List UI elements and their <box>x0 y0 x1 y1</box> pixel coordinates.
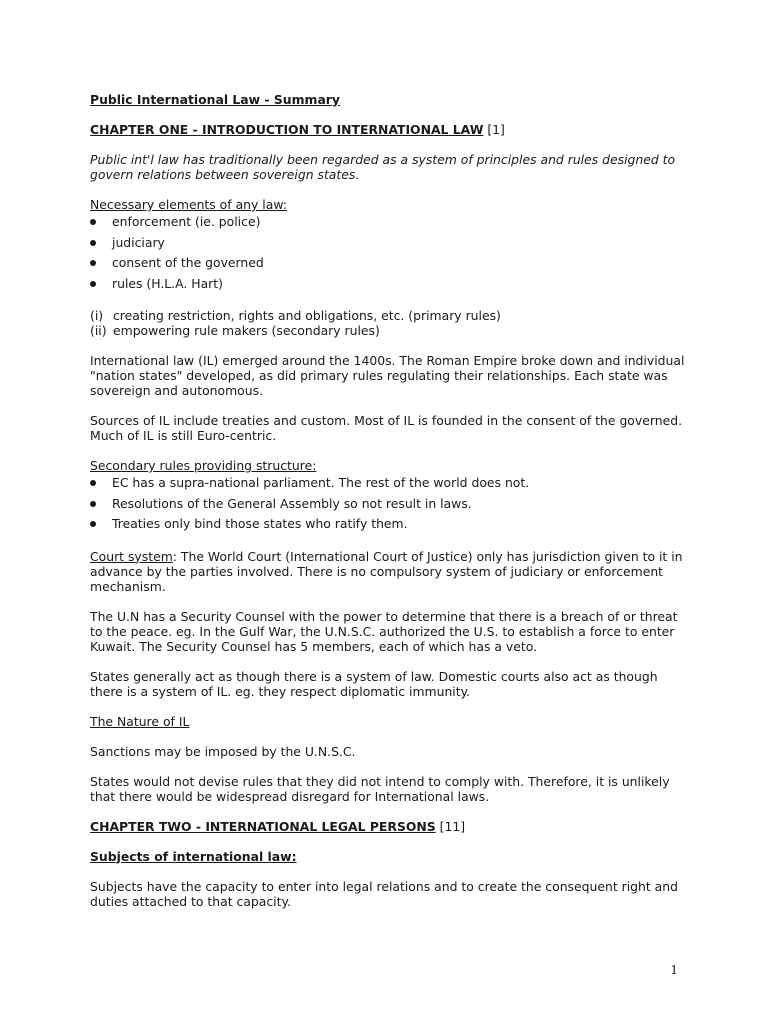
chapter-one-ref: [1] <box>487 122 505 137</box>
list-item <box>90 233 690 254</box>
list-item-text: rules (H.L.A. Hart) <box>112 275 223 291</box>
list-item <box>90 212 690 233</box>
bullet-icon <box>90 260 96 266</box>
document-title <box>90 92 690 107</box>
necessary-elements-list <box>90 212 690 294</box>
bullet-icon <box>90 281 96 287</box>
list-item-text: judiciary <box>112 234 165 250</box>
bullet-icon <box>90 219 96 225</box>
list-item <box>90 274 690 295</box>
list-item <box>90 494 690 515</box>
document-title-text: Public International Law - Summary <box>90 92 340 107</box>
chapter-two-ref: [11] <box>439 818 466 834</box>
paragraph-il-emerged: International law (IL) emerged around the 1400s. The Roman Empire broke down and individual "nation states" developed, as did primary rules regulating their relationships. Each state was sovereign and autonomous. <box>90 353 685 398</box>
intro-paragraph: Public int'l law has traditionally been regarded as a system of principles and rules designed to govern relations between sovereign states. <box>90 152 676 182</box>
list-item-text: Treaties only bind those states who ratify them. <box>112 516 408 531</box>
bullet-icon <box>90 480 96 486</box>
chapter-two-heading <box>90 819 690 834</box>
chapter-two-title: CHAPTER TWO - INTERNATIONAL LEGAL PERSONS <box>90 818 436 834</box>
nature-heading-text: The Nature of IL <box>90 713 190 729</box>
list-item-text: EC has a supra-national parliament. The rest of the world does not. <box>112 475 530 490</box>
paragraph-comply: States would not devise rules that they did not intend to comply with. Therefore, it is unlikely that there would be widespread disregard for International laws. <box>90 773 670 804</box>
document-page <box>90 92 690 909</box>
secondary-rules-heading <box>90 458 690 473</box>
secondary-rules-list <box>90 473 690 535</box>
rule-item <box>90 323 690 338</box>
list-item-text: Resolutions of the General Assembly so not result in laws. <box>112 495 472 511</box>
rule-number: (i) <box>90 308 104 323</box>
rules-list <box>90 308 690 338</box>
subjects-heading-text: Subjects of international law: <box>90 848 297 864</box>
page-number: 1 <box>670 963 678 977</box>
paragraph-un: The U.N has a Security Counsel with the power to determine that there is a breach of or threat to the peace. eg. In the Gulf War, the U.N.S.C. authorized the U.S. to establish a force to enter Kuwait. The Security Counsel has 5 members, each of which has a veto. <box>90 608 678 654</box>
paragraph-sanctions: Sanctions may be imposed by the U.N.S.C. <box>90 743 356 759</box>
rule-item <box>90 308 690 323</box>
list-item-text: consent of the governed <box>112 255 264 270</box>
bullet-icon <box>90 521 96 527</box>
subjects-heading <box>90 849 690 864</box>
court-system-label: Court system <box>90 548 173 564</box>
rule-text: empowering rule makers (secondary rules) <box>113 323 380 338</box>
rule-number: (ii) <box>90 323 107 338</box>
necessary-elements-heading-text: Necessary elements of any law: <box>90 197 287 212</box>
court-system-paragraph <box>90 549 690 594</box>
list-item <box>90 253 690 274</box>
list-item <box>90 473 690 494</box>
secondary-rules-heading-text: Secondary rules providing structure: <box>90 458 317 473</box>
chapter-one-heading <box>90 122 690 137</box>
nature-heading <box>90 714 690 729</box>
paragraph-subjects: Subjects have the capacity to enter into legal relations and to create the consequent right and duties attached to that capacity. <box>90 878 678 909</box>
chapter-one-title: CHAPTER ONE - INTRODUCTION TO INTERNATIONAL LAW <box>90 122 484 137</box>
bullet-icon <box>90 501 96 507</box>
bullet-icon <box>90 240 96 246</box>
paragraph-states: States generally act as though there is a system of law. Domestic courts also act as though there is a system of IL. eg. they respect diplomatic immunity. <box>90 668 658 699</box>
rule-text: creating restriction, rights and obligations, etc. (primary rules) <box>113 308 501 323</box>
necessary-elements-heading <box>90 197 690 212</box>
paragraph-sources: Sources of IL include treaties and custom. Most of IL is founded in the consent of the governed. Much of IL is still Euro-centric. <box>90 413 683 443</box>
list-item <box>90 514 690 535</box>
list-item-text: enforcement (ie. police) <box>112 214 261 229</box>
court-system-text: : The World Court (International Court of Justice) only has jurisdiction given to it in advance by the parties involved. There is no compulsory system of judiciary or enforcement mechanism. <box>90 548 683 594</box>
